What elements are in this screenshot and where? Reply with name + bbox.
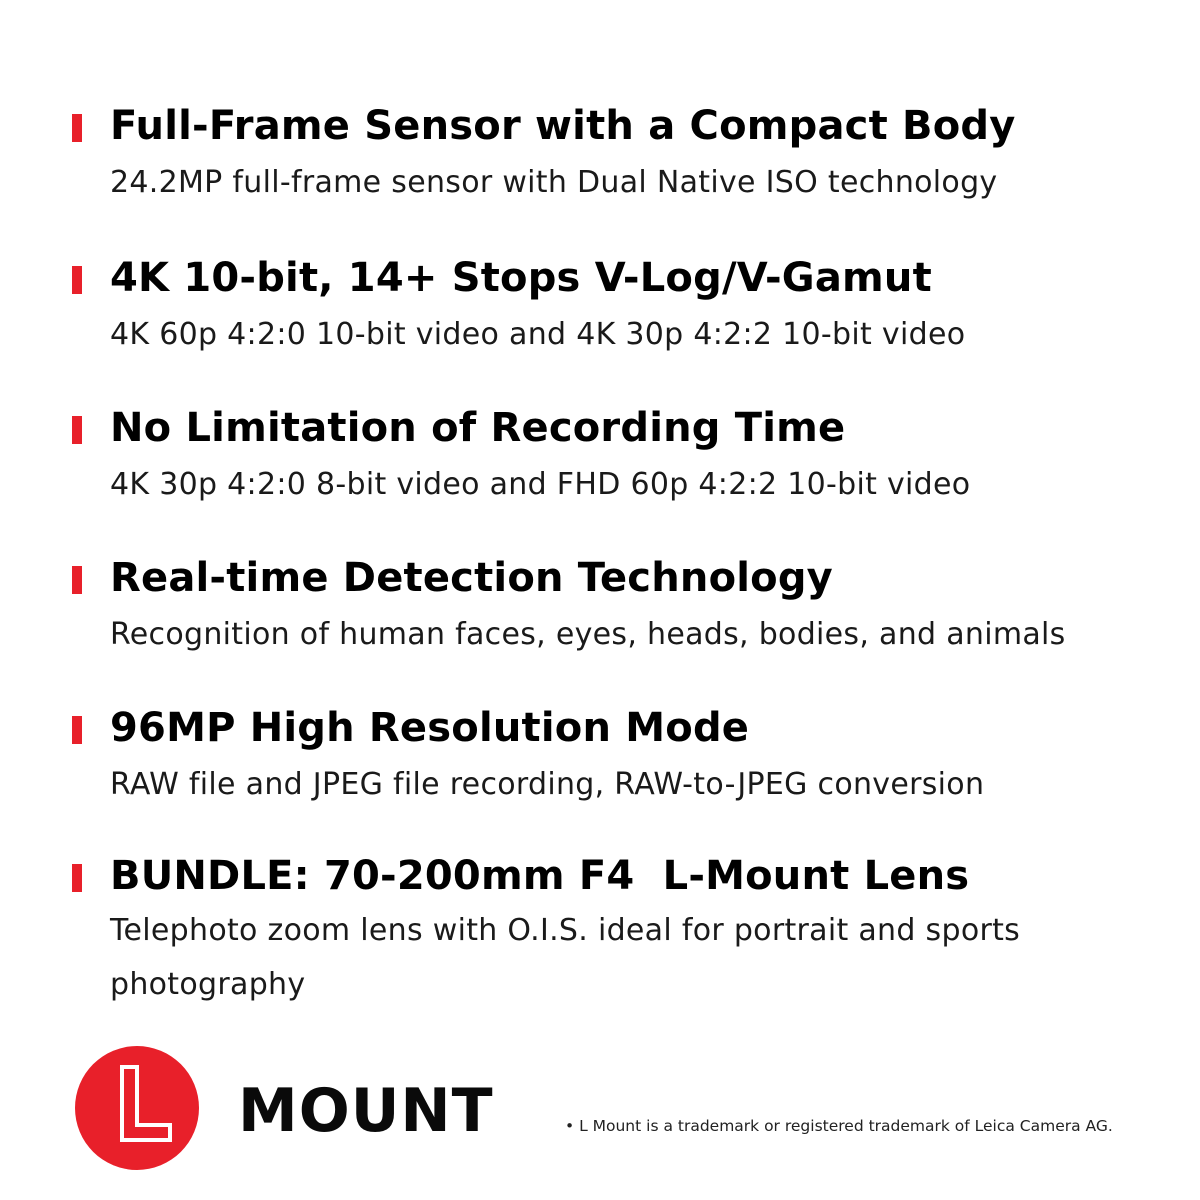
- feature-description: 4K 60p 4:2:0 10-bit video and 4K 30p 4:2:2 10-bit video: [110, 317, 966, 352]
- feature-title: 96MP High Resolution Mode: [110, 705, 750, 751]
- feature-title: BUNDLE: 70-200mm F4 L-Mount Lens: [110, 853, 970, 899]
- feature-title: Full-Frame Sensor with a Compact Body: [110, 103, 1016, 149]
- feature-title: 4K 10-bit, 14+ Stops V-Log/V-Gamut: [110, 255, 932, 301]
- red-bullet-icon: [72, 416, 82, 444]
- feature-description: RAW file and JPEG file recording, RAW-to-JPEG conversion: [110, 767, 985, 802]
- trademark-footnote: • L Mount is a trademark or registered trademark of Leica Camera AG.: [565, 1117, 1113, 1135]
- logo-wordmark: MOUNT: [238, 1076, 494, 1146]
- red-bullet-icon: [72, 864, 82, 892]
- red-bullet-icon: [72, 114, 82, 142]
- red-bullet-icon: [72, 716, 82, 744]
- feature-description: Recognition of human faces, eyes, heads, bodies, and animals: [110, 617, 1066, 652]
- l-mount-logo-icon: [72, 1043, 202, 1173]
- feature-description: 4K 30p 4:2:0 8-bit video and FHD 60p 4:2:2 10-bit video: [110, 467, 971, 502]
- red-bullet-icon: [72, 566, 82, 594]
- feature-title: No Limitation of Recording Time: [110, 405, 846, 451]
- feature-description: 24.2MP full-frame sensor with Dual Native ISO technology: [110, 165, 998, 200]
- red-bullet-icon: [72, 266, 82, 294]
- feature-title: Real-time Detection Technology: [110, 555, 833, 601]
- feature-description: Telephoto zoom lens with O.I.S. ideal for portrait and sports photography: [110, 913, 1021, 1002]
